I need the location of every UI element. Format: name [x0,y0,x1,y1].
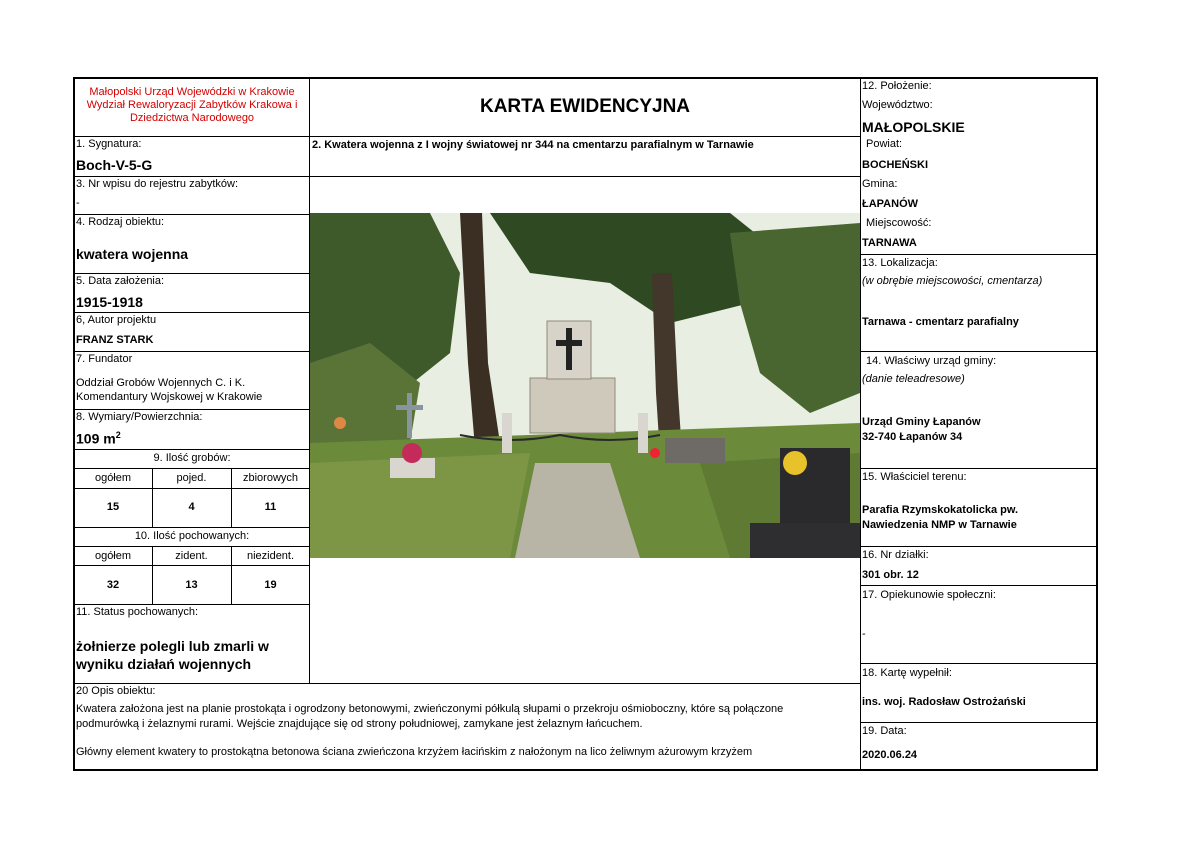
grid-line [74,273,310,274]
grid-line [74,176,310,177]
sygnatura-value: Boch-V-5-G [76,157,153,173]
photo-post [638,413,648,453]
urzad-hint: (danie teleadresowe) [862,373,965,385]
sygnatura-label: 1. Sygnatura: [76,138,142,150]
pochowani-value: 32 [106,579,120,591]
grid-line [860,78,861,770]
opis-paragraph: Kwatera założona jest na planie prostokąta i ogrodzony betonowymi, zwieńczonymi półkulą słupami o przekroju ośmioboczny, które są połączone podmurówką i żelaznymi rurami. Wejście znajdujące się od strony południowej, zamykane jest żelaznym łańcuchem. [76,703,784,730]
grid-line [74,449,310,450]
miejscowosc-value: TARNAWA [862,237,917,249]
wojewodztwo-label: Województwo: [862,99,933,111]
polozenie-label: 12. Położenie: [862,80,932,92]
pochowani-header: zident. [175,550,208,562]
grid-line [74,214,310,215]
lokalizacja-value: Tarnawa - cmentarz parafialny [862,316,1019,328]
nr-wpisu-value: - [76,197,80,209]
fundator-line1: Oddział Grobów Wojennych C. i K. [76,377,246,389]
lokalizacja-hint: (w obrębie miejscowości, cmentarza) [862,275,1043,287]
status-line1: żołnierze polegli lub zmarli w [76,638,269,654]
pochowani-header: ogółem [94,550,132,562]
groby-header: zbiorowych [242,472,299,484]
grid-line [74,565,310,566]
opis-paragraph: Główny element kwatery to prostokątna betonowa ściana zwieńczona krzyżem łacińskim z nałożonym na lico żeliwnym ażurowym krzyżem [76,746,753,758]
gmina-value: ŁAPANÓW [862,198,919,210]
grid-line [74,546,310,547]
grid-line [860,254,1097,255]
object-name: 2. Kwatera wojenna z I wojny światowej nr 344 na cmentarzu parafialnym w Tarnawie [312,139,754,151]
wlasciciel-label: 15. Właściciel terenu: [862,471,967,483]
grid-line [860,351,1097,352]
photo-post [502,413,512,453]
groby-value: 4 [188,501,195,513]
groby-header: ogółem [94,472,132,484]
dzialka-value: 301 obr. 12 [862,569,919,581]
opiekunowie-label: 17. Opiekunowie społeczni: [862,589,996,601]
grid-line [860,663,1097,664]
grid-line [74,488,310,489]
card-title: KARTA EWIDENCYJNA [479,96,691,117]
groby-header: pojed. [176,472,207,484]
wlasciciel-line2: Nawiedzenia NMP w Tarnawie [862,519,1017,531]
photo-grave [750,523,860,558]
grid-line [74,351,310,352]
grid-line [74,683,860,684]
photo-flowers [783,451,807,475]
opiekunowie-value: - [862,628,866,640]
powiat-value: BOCHEŃSKI [862,159,929,171]
grid-line [74,312,310,313]
opis-label: 20 Opis obiektu: [76,685,156,697]
grid-line [74,468,310,469]
pochowani-value: 13 [185,579,198,591]
grid-line [860,722,1097,723]
data-zalozenia-value: 1915-1918 [76,294,143,310]
groby-value: 11 [264,501,277,513]
autor-label: 6, Autor projektu [76,314,157,326]
autor-value: FRANZ STARK [76,334,154,346]
lokalizacja-label: 13. Lokalizacja: [862,257,938,269]
grid-line [860,585,1097,586]
photo-flowers [650,448,660,458]
urzad-label: 14. Właściwy urząd gminy: [866,355,997,367]
photo-flowers [402,443,422,463]
powiat-label: Powiat: [866,138,903,150]
cemetery-photo [310,213,860,558]
miejscowosc-label: Miejscowość: [866,217,932,229]
gmina-label: Gmina: [862,178,898,190]
status-line2: wyniku działań wojennych [76,656,252,672]
status-label: 11. Status pochowanych: [76,606,199,618]
pochowani-label: 10. Ilość pochowanych: [134,530,250,542]
dzialka-label: 16. Nr działki: [862,549,929,561]
cross-icon [407,393,412,438]
wymiary-value: 109 $m^2$ [76,430,121,447]
data-wypelnienia-label: 19. Data: [862,725,907,737]
urzad-line2: 32-740 Łapanów 34 [862,431,963,443]
groby-value: 15 [106,501,120,513]
wypelnil-label: 18. Kartę wypełnił: [862,667,952,679]
fundator-label: 7. Fundator [76,353,133,365]
grid-line [74,604,310,605]
pochowani-header: niezident. [246,550,295,562]
cross-icon [566,328,572,370]
grid-line [860,468,1097,469]
data-zalozenia-label: 5. Data założenia: [76,275,165,287]
institution-name: Małopolski Urząd Wojewódzki w Krakowie Wydział Rewaloryzacji Zabytków Krakowa i Dziedzictwa Narodowego [86,86,298,125]
grid-line [74,409,310,410]
fundator-line2: Komendantury Wojskowej w Krakowie [76,391,263,403]
wojewodztwo-value: MAŁOPOLSKIE [862,119,965,135]
grid-line [310,176,860,177]
urzad-line1: Urząd Gminy Łapanów [862,416,981,428]
grid-line [74,527,310,528]
wymiary-label: 8. Wymiary/Powierzchnia: [76,411,203,423]
rodzaj-value: kwatera wojenna [76,246,189,262]
photo-flowers [334,417,346,429]
grid-line [860,546,1097,547]
cross-icon [396,405,423,410]
photo-grave [665,438,725,463]
data-wypelnienia-value: 2020.06.24 [862,749,918,761]
nr-wpisu-label: 3. Nr wpisu do rejestru zabytków: [76,178,239,190]
cross-icon [556,340,582,346]
rodzaj-label: 4. Rodzaj obiektu: [76,216,165,228]
grid-line [74,136,860,137]
pochowani-value: 19 [264,579,277,591]
wypelnil-value: ins. woj. Radosław Ostrożański [862,696,1026,708]
groby-label: 9. Ilość grobów: [153,452,231,464]
wlasciciel-line1: Parafia Rzymskokatolicka pw. [862,504,1019,516]
photo-monument-wall [530,378,615,433]
